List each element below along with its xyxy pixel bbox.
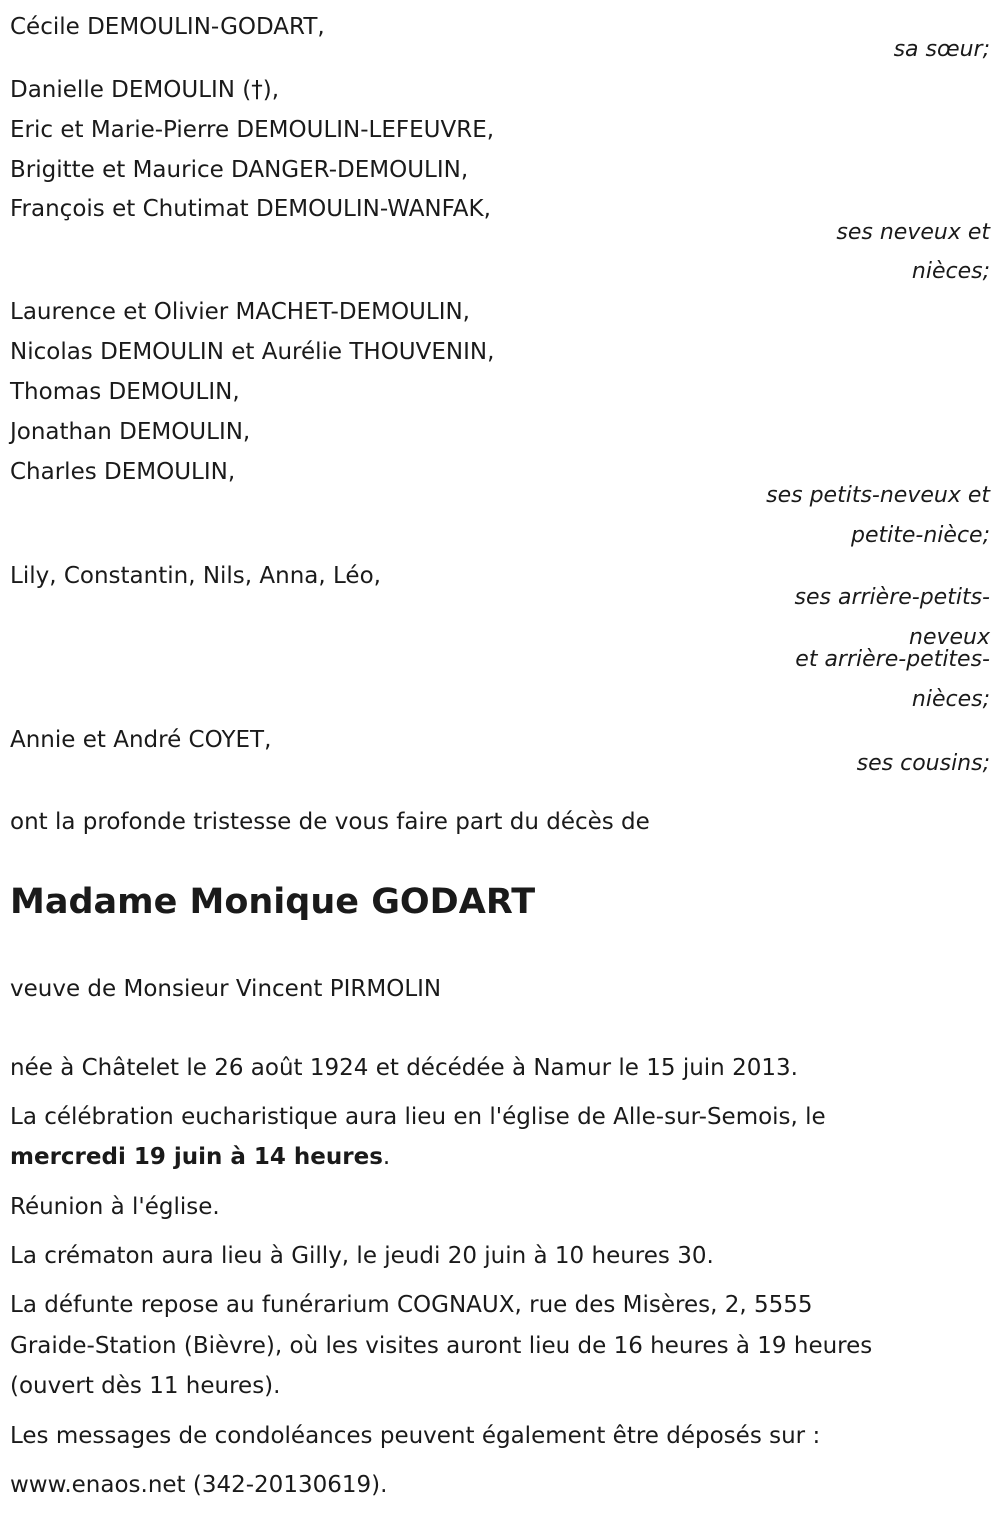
widow-of: veuve de Monsieur Vincent PIRMOLIN (10, 976, 442, 1002)
rest-text: La défunte repose au funérarium COGNAUX, rue des Misères, 2, 5555 (10, 1292, 813, 1318)
relation-label: sa sœur; (893, 37, 990, 62)
website-link[interactable]: www.enaos.net (342-20130619). (10, 1472, 388, 1498)
relation-label: nièces; (911, 259, 990, 284)
family-name: Jonathan DEMOULIN, (10, 419, 251, 445)
family-name: Thomas DEMOULIN, (10, 379, 240, 405)
relation-label: ses cousins; (856, 751, 990, 776)
family-name: Danielle DEMOULIN (†), (10, 77, 280, 103)
cremation-text: La crématon aura lieu à Gilly, le jeudi 20 juin à 10 heures 30. (10, 1243, 714, 1269)
family-name: Charles DEMOULIN, (10, 459, 236, 485)
relation-label: petite-nièce; (851, 523, 990, 548)
family-name: Brigitte et Maurice DANGER-DEMOULIN, (10, 157, 469, 183)
celebration-text: La célébration eucharistique aura lieu en l'église de Alle-sur-Semois, le (10, 1104, 826, 1130)
rest-text: (ouvert dès 11 heures). (10, 1373, 281, 1399)
relation-label: neveux (909, 625, 990, 650)
celebration-end: . (382, 1144, 391, 1170)
relation-label: ses petits-neveux et (766, 483, 990, 508)
celebration-date (10, 1137, 390, 1177)
intro-text: ont la profonde tristesse de vous faire part du décès de (10, 809, 650, 835)
relation-label: ses neveux et (836, 220, 990, 245)
relation-label: nièces; (911, 687, 990, 712)
family-name: Cécile DEMOULIN-GODART, (10, 14, 325, 40)
meeting-text: Réunion à l'église. (10, 1194, 220, 1220)
family-name: Annie et André COYET, (10, 727, 272, 753)
rest-text: Graide-Station (Bièvre), où les visites auront lieu de 16 heures à 19 heures (10, 1333, 873, 1359)
deceased-name: Madame Monique GODART (10, 882, 536, 922)
celebration-date-bold: mercredi 19 juin à 14 heures (10, 1144, 383, 1170)
messages-text: Les messages de condoléances peuvent également être déposés sur : (10, 1423, 821, 1449)
birth-death: née à Châtelet le 26 août 1924 et décédée à Namur le 15 juin 2013. (10, 1055, 798, 1081)
relation-label: et arrière-petites- (795, 647, 990, 672)
family-name: François et Chutimat DEMOULIN-WANFAK, (10, 196, 491, 222)
family-name: Eric et Marie-Pierre DEMOULIN-LEFEUVRE, (10, 117, 495, 143)
family-name: Laurence et Olivier MACHET-DEMOULIN, (10, 299, 470, 325)
family-name: Lily, Constantin, Nils, Anna, Léo, (10, 563, 381, 589)
family-name: Nicolas DEMOULIN et Aurélie THOUVENIN, (10, 339, 495, 365)
relation-label: ses arrière-petits- (794, 585, 990, 610)
